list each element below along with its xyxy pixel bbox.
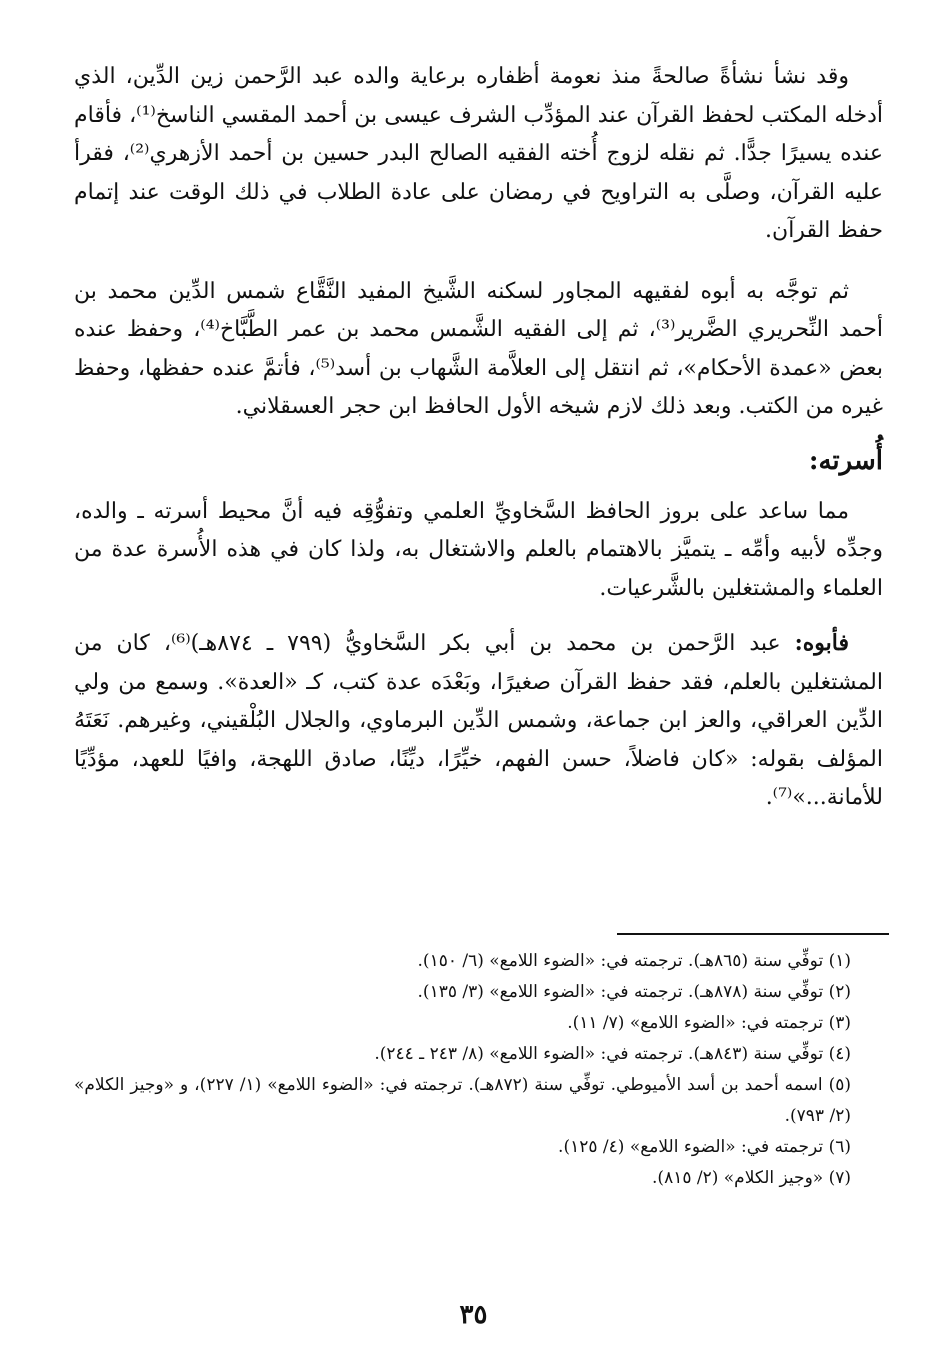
footnote-divider [617,933,889,935]
father-text: عبد الرَّحمن بن محمد بن أبي بكر السَّخاويُّ (٧٩٩ ـ ٨٧٤هـ)⁽⁶⁾، كان من المشتغلين بالعلم، فقد حفظ القرآن صغيرًا، وبَعْدَه عدة كتب، كـ «العدة». وسمع من ولي الدِّين العراقي، والعز ابن جماعة، وشمس الدِّين البرماوي، والجلال البُلْقيني، وغيرهم. نَعَتَهُ المؤلف بقوله: «كان فاضلاً، حسن الفهم، خيِّرًا، ديِّنًا، صادق اللهجة، وافيًا للعهد، مؤدِّيًا للأمانة...»⁽⁷⁾. [74,631,883,810]
footnote-5: (٥) اسمه أحمد بن أسد الأميوطي. توفِّي سنة (٨٧٢هـ). ترجمته في: «الضوء اللامع» (١/ ٢٢٧)، و «وجيز الكلام» (٢/ ٧٩٣). [74,1075,852,1126]
footnote-2: (٢) توفِّي سنة (٨٧٨هـ). ترجمته في: «الضوء اللامع» (٣/ ١٣٥). [417,982,851,1002]
father-lead-word: فأبوه: [794,630,849,656]
footnotes-list [74,946,851,1194]
footnote-1: (١) توفِّي سنة (٨٦٥هـ). ترجمته في: «الضوء اللامع» (٦/ ١٥٠). [417,951,851,971]
paragraph-family: مما ساعد على بروز الحافظ السَّخاويِّ العلمي وتفوُّقِه فيه أنَّ محيط أسرته ـ والده، وجدِّه لأبيه وأمِّه ـ يتميَّز بالاهتمام بالعلم والاشتغال به، ولذا كان في هذه الأُسرة عدة من العلماء والمشتغلين بالشَّرعيات. [74,498,883,601]
footnote-6: (٦) ترجمته في: «الضوء اللامع» (٤/ ١٢٥). [558,1137,851,1157]
footnote-7: (٧) «وجيز الكلام» (٢/ ٨١٥). [652,1168,851,1188]
section-heading-family: أُسرته: [808,445,883,476]
footnote-3: (٣) ترجمته في: «الضوء اللامع» (٧/ ١١). [567,1013,851,1033]
main-text [74,58,883,818]
paragraph-upbringing: وقد نشأ نشأةً صالحةً منذ نعومة أظفاره برعاية والده عبد الرَّحمن زين الدِّين، الذي أدخله المكتب لحفظ القرآن عند المؤدِّب الشرف عيسى بن أحمد المقسي الناسخ⁽¹⁾، فأقام عنده يسيرًا جدًّا. ثم نقله لزوج أُخته الفقيه الصالح البدر حسين بن أحمد الأزهري⁽²⁾، فقرأ عليه القرآن، وصلَّى به التراويح في رمضان على عادة الطلاب في ذلك الوقت عند إتمام حفظ القرآن. [74,64,883,243]
paragraph-father [74,624,883,818]
footnote-4: (٤) توفِّي سنة (٨٤٣هـ). ترجمته في: «الضوء اللامع» (٨/ ٢٤٣ ـ ٢٤٤). [374,1044,851,1064]
page-number: ٣٥ [459,1300,488,1330]
paragraph-teachers: ثم توجَّه به أبوه لفقيهه المجاور لسكنه الشَّيخ المفيد النَّقَّاع شمس الدِّين محمد بن أحمد النِّحريري الضَّرير⁽³⁾، ثم إلى الفقيه الشَّمس محمد بن عمر الطَّبَّاخ⁽⁴⁾، وحفظ عنده بعض «عمدة الأحكام»، ثم انتقل إلى العلاَّمة الشَّهاب بن أسد⁽⁵⁾، فأتمَّ عنده حفظها، وحفظ غيره من الكتب. وبعد ذلك لازم شيخه الأول الحافظ ابن حجر العسقلاني. [74,278,884,419]
